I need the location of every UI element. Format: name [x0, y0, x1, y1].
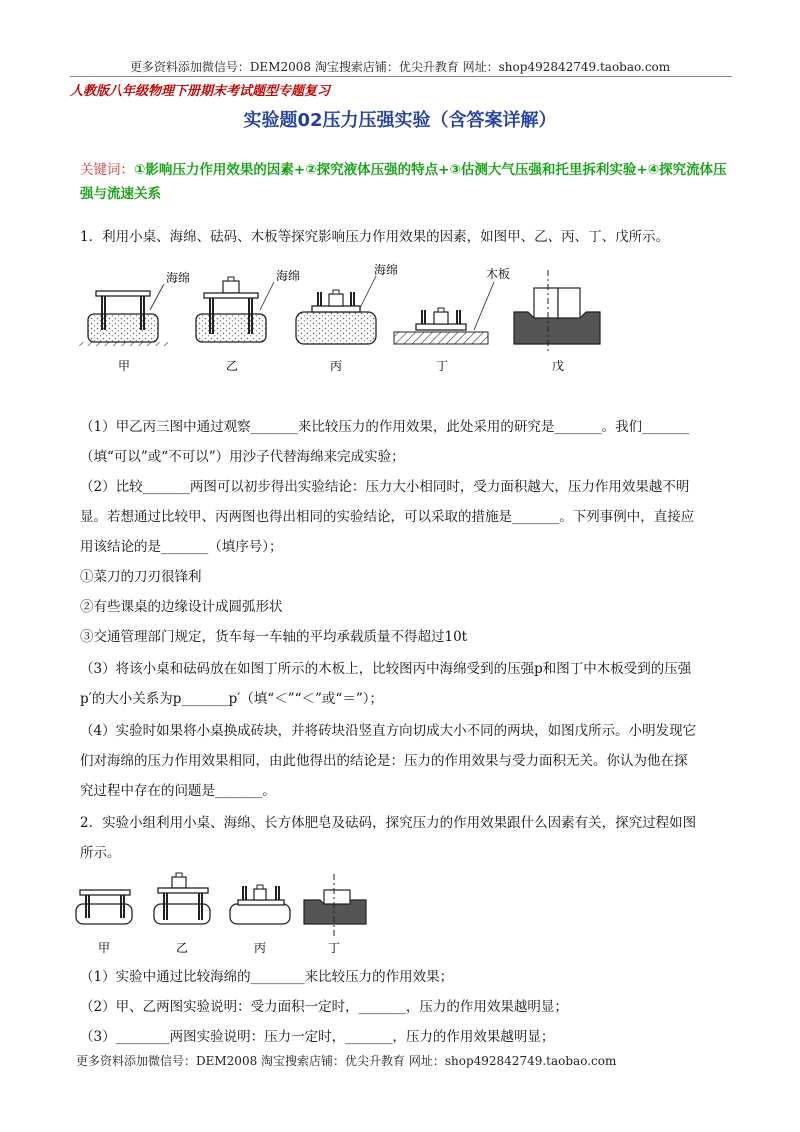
caption-wu: 戊 — [551, 359, 565, 373]
fig2-caption-bing: 丙 — [253, 941, 267, 955]
q1-line: （2）比较_______两图可以初步得出实验结论：压力大小相同时，受力面积越大，压力作用效果越不明 — [80, 479, 690, 495]
fig2-bing — [230, 885, 290, 924]
series-title: 人教版八年级物理下册期末考试题型专题复习 — [70, 84, 331, 99]
q2-stem: 2．实验小组利用小桌、海绵、长方体肥皂及砝码，探究压力的作用效果跟什么因素有关，探究过程如图 — [80, 815, 697, 831]
q1-line: （3）将该小桌和砝码放在如图丁所示的木板上，比较图丙中海绵受到的压强p和图丁中木板受到的压强 — [80, 661, 692, 677]
q2-line: （2）甲、乙两图实验说明：受力面积一定时，_______，压力的作用效果越明显； — [80, 999, 568, 1015]
header-rule — [70, 76, 732, 77]
q2-figure — [72, 870, 402, 960]
q1-line: （1）甲乙丙三图中通过观察_______来比较压力的作用效果，此处采用的研究是_______。我们_______ — [80, 419, 690, 435]
page-footer: 更多资料添加微信号：DEM2008 淘宝搜索店铺：优尖升教育 网址：shop492842749.taobao.com — [76, 1054, 617, 1068]
keywords-label: 关键词： — [80, 162, 134, 178]
keywords — [80, 158, 728, 206]
figure-bing — [296, 263, 398, 344]
figure-yi — [196, 269, 300, 342]
page-header: 更多资料添加微信号：DEM2008 淘宝搜索店铺：优尖升教育 网址：shop492842749.taobao.com — [129, 60, 671, 74]
q1-figure — [78, 262, 618, 380]
fig2-jia — [76, 890, 132, 924]
sponge-label-1: 海绵 — [166, 271, 191, 285]
q1-line: （4）实验时如果将小桌换成砖块，并将砖块沿竖直方向切成大小不同的两块，如图戊所示。小明发现它 — [80, 723, 697, 739]
q1-option: ③交通管理部门规定，货车每一车轴的平均承载质量不得超过10t — [80, 629, 468, 645]
q2-stem: 所示。 — [80, 845, 121, 861]
figure-ding — [394, 266, 510, 344]
q2-line: （3）________两图实验说明：压力一定时，_______，压力的作用效果越明显； — [80, 1029, 555, 1045]
q1-line: 们对海绵的压力作用效果相同，由此他得出的结论是：压力的作用效果与受力面积无关。你认为他在探 — [80, 753, 688, 769]
caption-bing: 丙 — [329, 359, 343, 373]
q1-line: p′的大小关系为p_______p′（填“＜”“＜”或“＝”）； — [80, 691, 383, 707]
q2-line: （1）实验中通过比较海绵的________来比较压力的作用效果； — [80, 969, 454, 985]
sponge-label-2: 海绵 — [276, 269, 301, 283]
q1-line: 用该结论的是_______（填序号）； — [80, 539, 283, 555]
q1-line: 究过程中存在的问题是_______。 — [80, 783, 276, 799]
page-title: 实验题02压力压强实验（含答案详解） — [243, 110, 557, 131]
keywords-text: ①影响压力作用效果的因素+②探究液体压强的特点+③估测大气压强和托里拆利实验+④探究流体压强与流速关系 — [80, 162, 727, 202]
q1-stem: 1．利用小桌、海绵、砝码、木板等探究影响压力作用效果的因素，如图甲、乙、丙、丁、戊所示。 — [80, 229, 670, 245]
q1-option: ①菜刀的刀刃很锋利 — [80, 569, 202, 585]
caption-yi: 乙 — [225, 359, 239, 373]
figure-wu — [514, 270, 600, 354]
q1-line: 显。若想通过比较甲、丙两图也得出相同的实验结论，可以采取的措施是_______。下列事例中，直接应 — [80, 509, 695, 525]
fig2-caption-yi: 乙 — [175, 941, 189, 955]
caption-jia: 甲 — [117, 359, 131, 373]
sponge-label-3: 海绵 — [374, 263, 399, 277]
fig2-caption-jia: 甲 — [97, 941, 111, 955]
fig2-ding — [304, 874, 366, 936]
fig2-yi — [154, 873, 210, 924]
figure-jia — [78, 271, 190, 346]
caption-ding: 丁 — [435, 359, 449, 373]
q1-line: （填“可以”或“不可以”）用沙子代替海绵来完成实验； — [80, 449, 405, 465]
board-label: 木板 — [486, 267, 511, 281]
q1-option: ②有些课桌的边缘设计成圆弧形状 — [80, 599, 283, 615]
fig2-caption-ding: 丁 — [327, 941, 341, 955]
